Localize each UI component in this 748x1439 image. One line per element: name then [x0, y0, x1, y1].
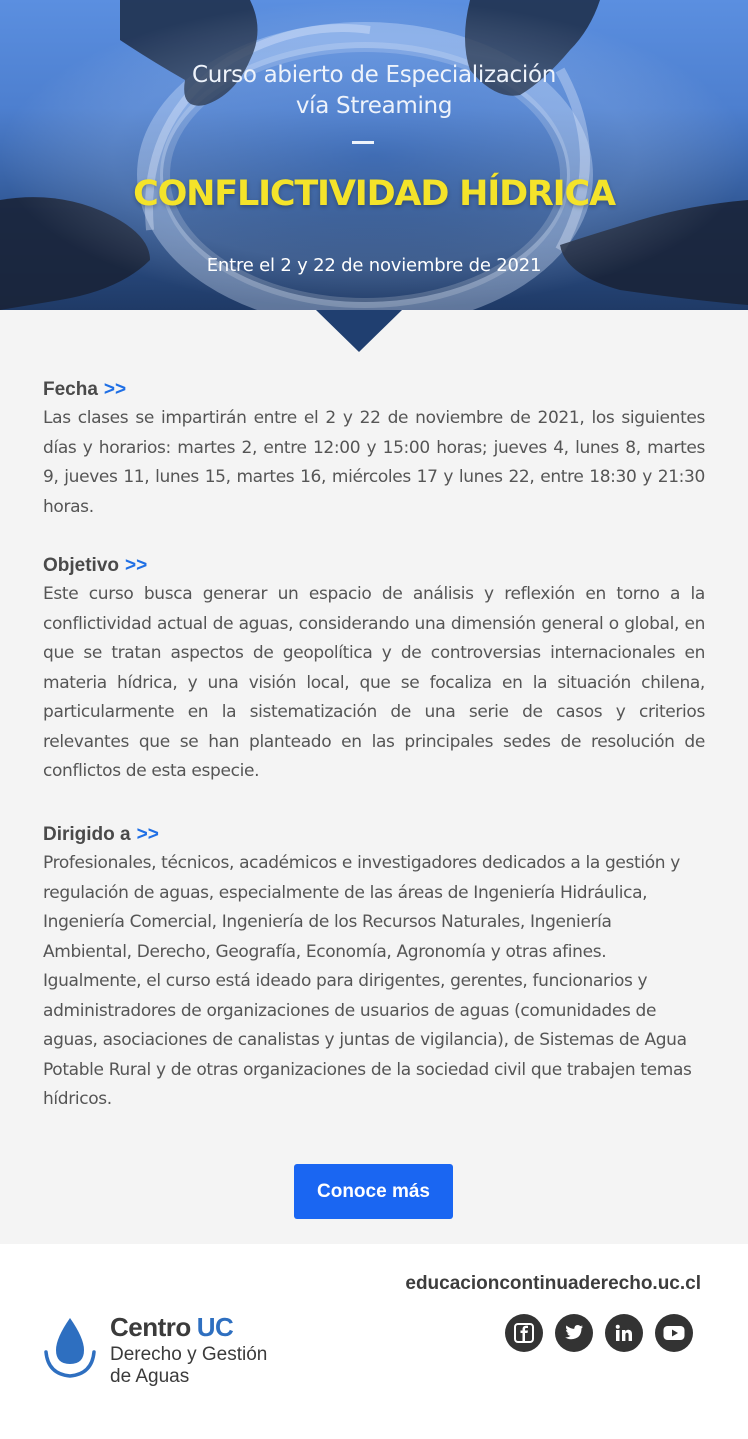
- water-drop-icon: [40, 1312, 100, 1382]
- hero-subtitle-line2: vía Streaming: [295, 93, 453, 119]
- arrows-icon: >>: [125, 555, 148, 576]
- facebook-icon[interactable]: [505, 1314, 543, 1352]
- social-links: [505, 1314, 693, 1352]
- logo-title: [110, 1312, 233, 1343]
- banner-notch: [316, 310, 402, 352]
- footer: [0, 1244, 748, 1439]
- logo-line3: de Aguas: [110, 1366, 190, 1387]
- arrows-icon: >>: [136, 824, 159, 845]
- centro-uc-logo[interactable]: [40, 1308, 300, 1388]
- twitter-icon[interactable]: [555, 1314, 593, 1352]
- hero-banner: [0, 0, 748, 310]
- hero-divider: [352, 141, 374, 144]
- site-url-link[interactable]: educacioncontinuaderecho.uc.cl: [405, 1273, 701, 1294]
- hero-subtitle: [0, 60, 748, 122]
- section-fecha: [43, 378, 705, 522]
- section-objetivo: [43, 554, 705, 787]
- fecha-body: Las clases se impartirán entre el 2 y 22 de noviembre de 2021, los siguientes días y horarios: martes 2, entre 12:00 y 15:00 horas; jueves 4, lunes 8, martes 9, jueves 11, lunes 15, martes 16, miércoles 17 y lunes 22, entre 18:30 y 21:30 horas.: [43, 408, 705, 517]
- hero-title: CONFLICTIVIDAD HÍDRICA: [133, 174, 615, 214]
- youtube-icon[interactable]: [655, 1314, 693, 1352]
- logo-uc: UC: [196, 1312, 234, 1342]
- dirigido-heading: Dirigido a: [43, 824, 131, 845]
- logo-line2: Derecho y Gestión: [110, 1344, 268, 1365]
- objetivo-body: Este curso busca generar un espacio de análisis y reflexión en torno a la conflictividad actual de aguas, considerando una dimensión general o global, en que se tratan aspectos de geopolítica y de controversias internacionales en materia hídrica, y una visión local, que se focaliza en la situación chilena, particularmente en la sistematización de una serie de casos y criterios relevantes que se han planteado en las principales sedes de resolución de conflictos de esta especie.: [43, 584, 705, 781]
- section-heading: [43, 554, 705, 578]
- hero-subtitle-line1: Curso abierto de Especialización: [191, 62, 557, 88]
- fecha-heading: Fecha: [43, 379, 98, 400]
- section-heading: [43, 823, 705, 847]
- logo-centro: Centro: [110, 1312, 191, 1342]
- content-panel: [0, 310, 748, 1244]
- conoce-mas-button[interactable]: Conoce más: [294, 1164, 453, 1219]
- linkedin-icon[interactable]: [605, 1314, 643, 1352]
- dirigido-body: Profesionales, técnicos, académicos e investigadores dedicados a la gestión y regulación de aguas, especialmente de las áreas de Ingeniería Hidráulica, Ingeniería Comercial, Ingeniería de los Recursos Naturales, Ingeniería Ambiental, Derecho, Geografía, Economía, Agronomía y otras afines. Igualmente, el curso está ideado para dirigentes, gerentes, funcionarios y administradores de organizaciones de usuarios de aguas (comunidades de aguas, asociaciones de canalistas y juntas de vigilancia), de Sistemas de Agua Potable Rural y de otras organizaciones de la sociedad civil que trabajen temas hídricos.: [43, 853, 692, 1109]
- section-dirigido: [43, 823, 705, 1115]
- objetivo-heading: Objetivo: [43, 555, 120, 576]
- section-heading: [43, 378, 705, 402]
- arrows-icon: >>: [103, 379, 127, 400]
- hero-dates: Entre el 2 y 22 de noviembre de 2021: [206, 255, 542, 276]
